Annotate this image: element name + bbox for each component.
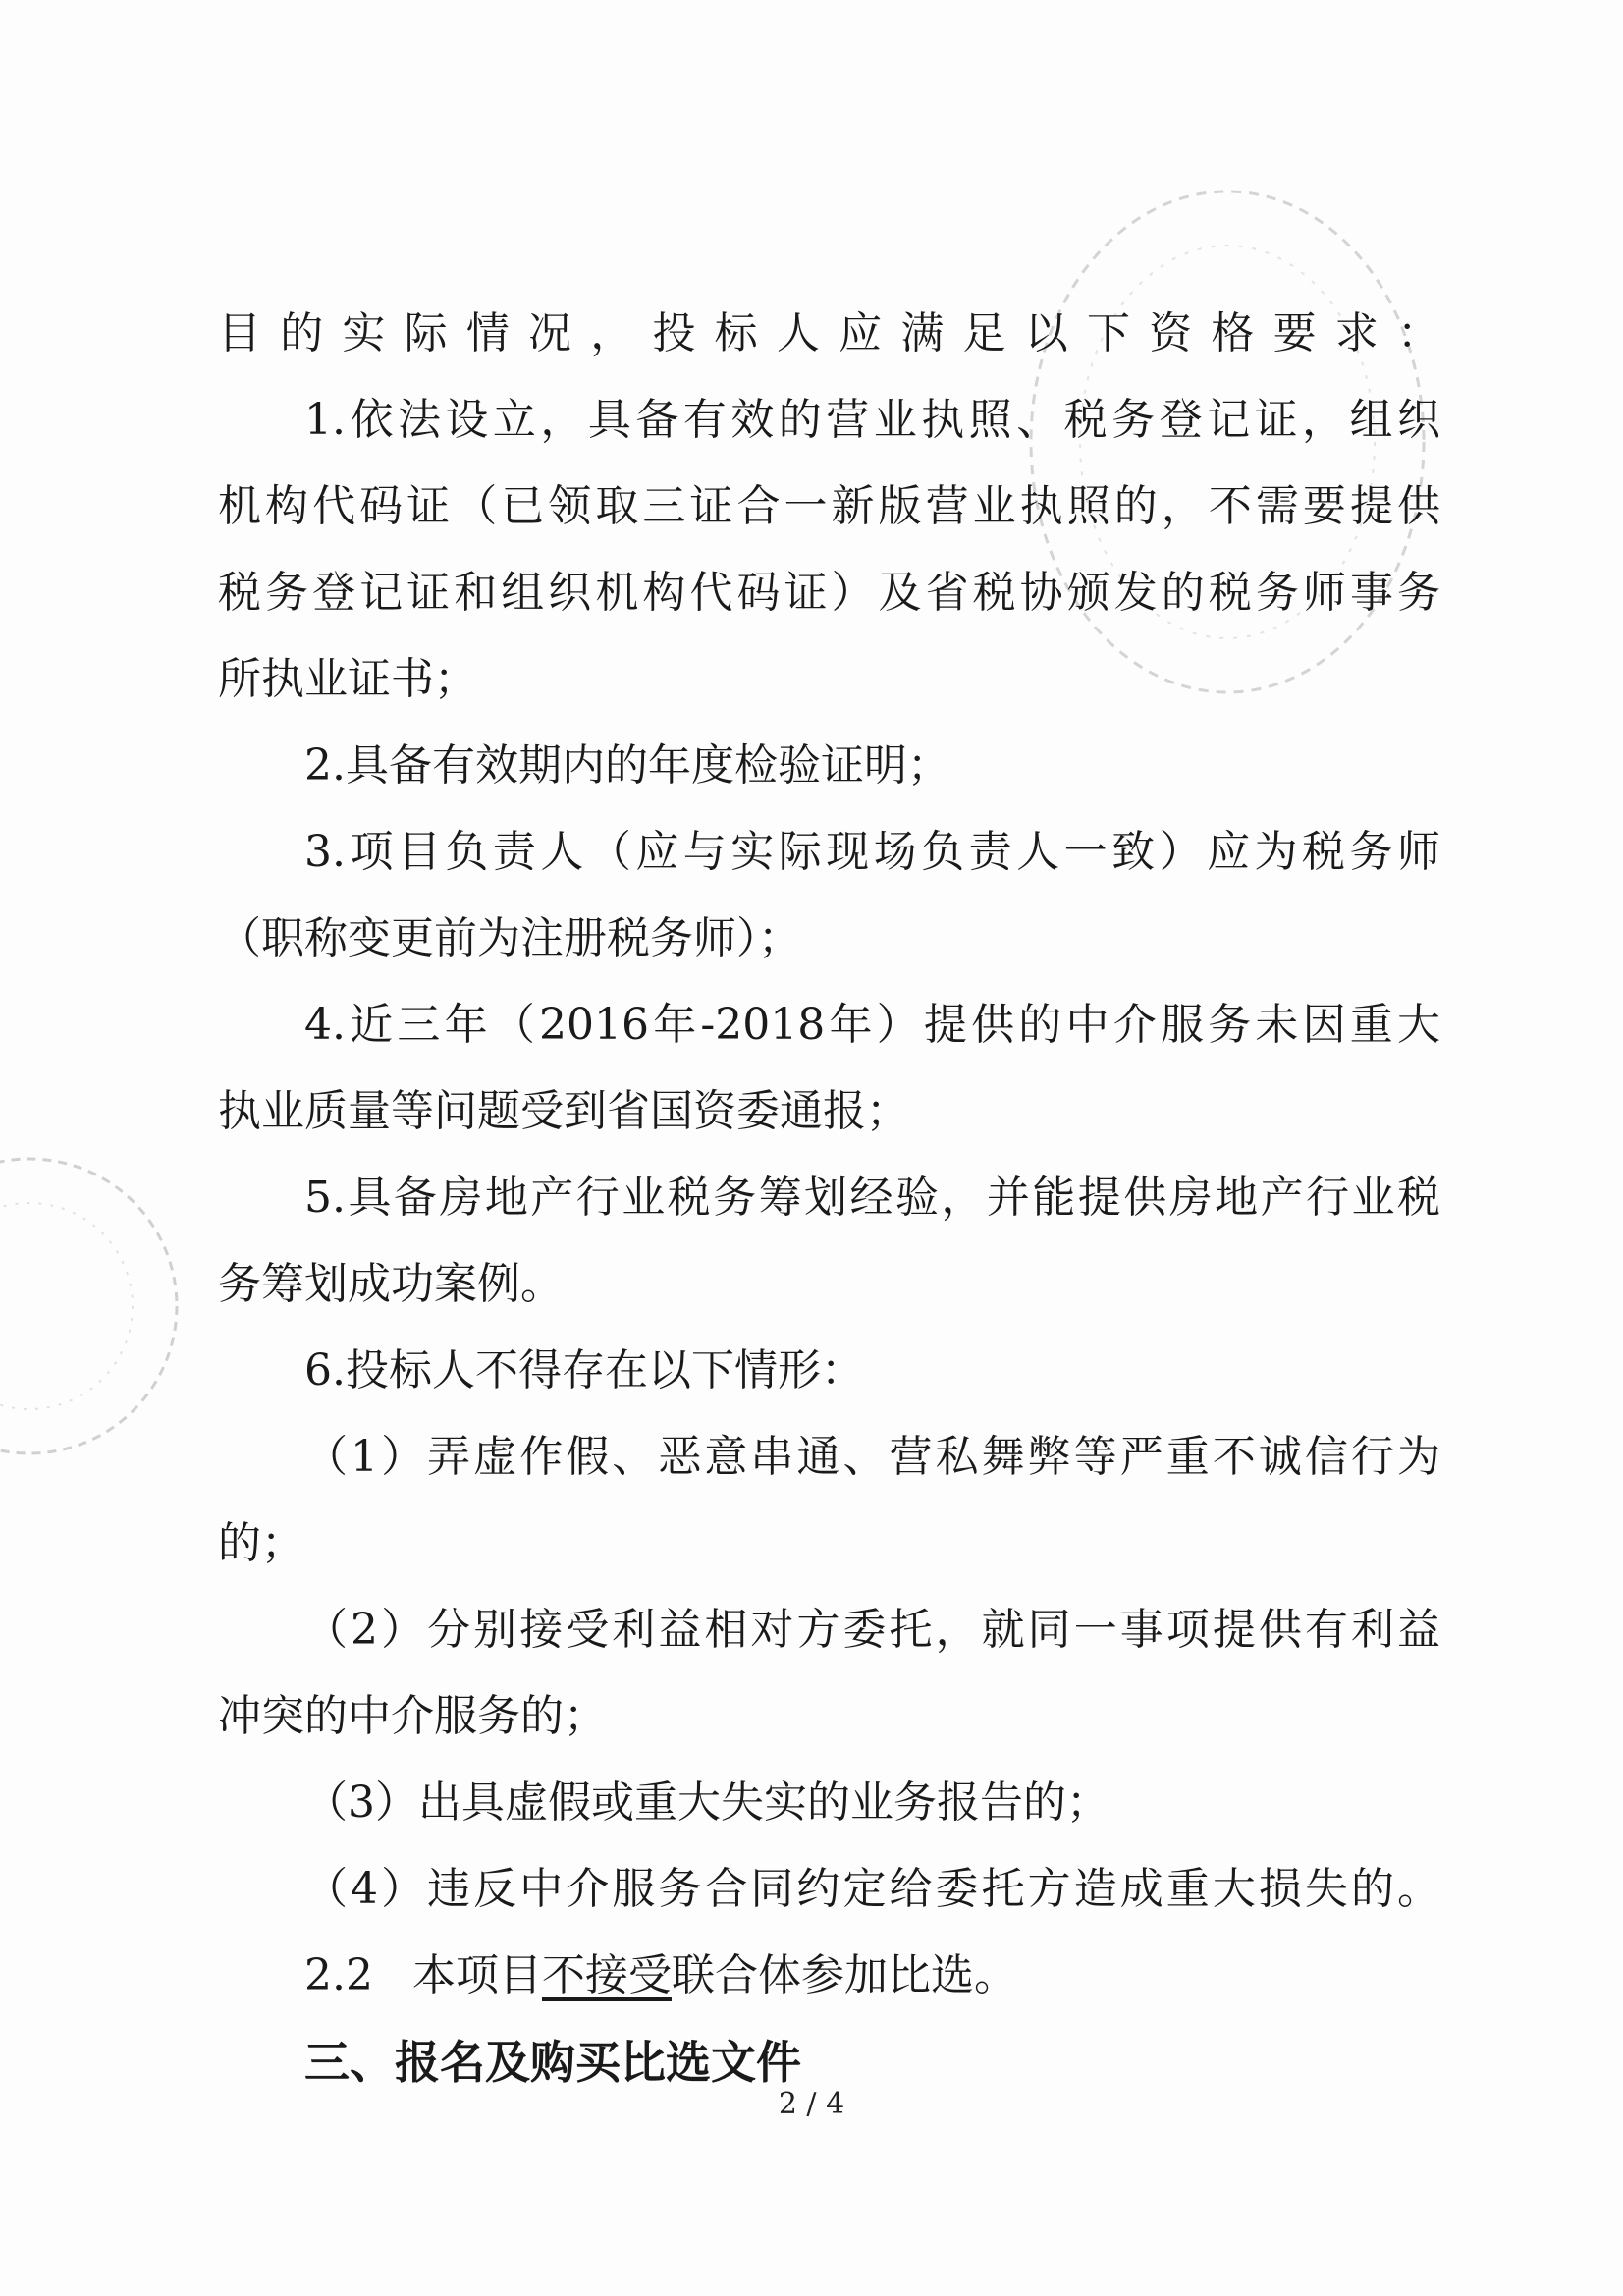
- section-heading: 三、报名及购买比选文件: [304, 2036, 801, 2089]
- text-line: 6.投标人不得存在以下情形：: [304, 1345, 864, 1395]
- text-line: 机构代码证（已领取三证合一新版营业执照的，不需要提供: [218, 481, 1440, 531]
- text-line: 税务登记证和组织机构代码证）及省税协颁发的税务师事务: [218, 568, 1440, 618]
- clause-number: 2.2: [304, 1950, 373, 2000]
- text-line: 的；: [218, 1518, 304, 1568]
- text-line: （4）违反中介服务合同约定给委托方造成重大损失的。: [304, 1864, 1440, 1914]
- text-line: 冲突的中介服务的；: [218, 1691, 607, 1741]
- clause-text-before: 本项目: [411, 1950, 542, 2000]
- page-number: 2 / 4: [778, 2087, 845, 2121]
- clause-text-after: 联合体参加比选。: [671, 1950, 1017, 2000]
- text-line: （3）出具虚假或重大失实的业务报告的；: [304, 1777, 1109, 1828]
- text-line: 3.项目负责人（应与实际现场负责人一致）应为税务师: [304, 827, 1440, 877]
- text-line: （职称变更前为注册税务师）；: [218, 913, 801, 963]
- body-text: [218, 291, 1440, 2105]
- faint-seal-left-edge: [0, 1129, 196, 1483]
- clause-2-2: [218, 1933, 1440, 2019]
- text-line: 1.依法设立，具备有效的营业执照、税务登记证，组织: [304, 395, 1440, 445]
- text-line: （1）弄虚作假、恶意串通、营私舞弊等严重不诚信行为: [304, 1432, 1440, 1482]
- clause-underlined-text: 不接受: [541, 1950, 672, 2000]
- text-line: 执业质量等问题受到省国资委通报；: [218, 1086, 909, 1136]
- text-line: （2）分别接受利益相对方委托，就同一事项提供有利益: [304, 1605, 1440, 1655]
- text-line: 4.近三年（2016年-2018年）提供的中介服务未因重大: [304, 1000, 1440, 1050]
- text-line: 2.具备有效期内的年度检验证明；: [304, 740, 950, 791]
- text-line: 所执业证书；: [218, 654, 477, 704]
- text-line: 5.具备房地产行业税务筹划经验，并能提供房地产行业税: [304, 1173, 1440, 1223]
- text-line: 务筹划成功案例。: [218, 1259, 564, 1309]
- text-line: 目的实际情况，投标人应满足以下资格要求：: [218, 308, 1440, 358]
